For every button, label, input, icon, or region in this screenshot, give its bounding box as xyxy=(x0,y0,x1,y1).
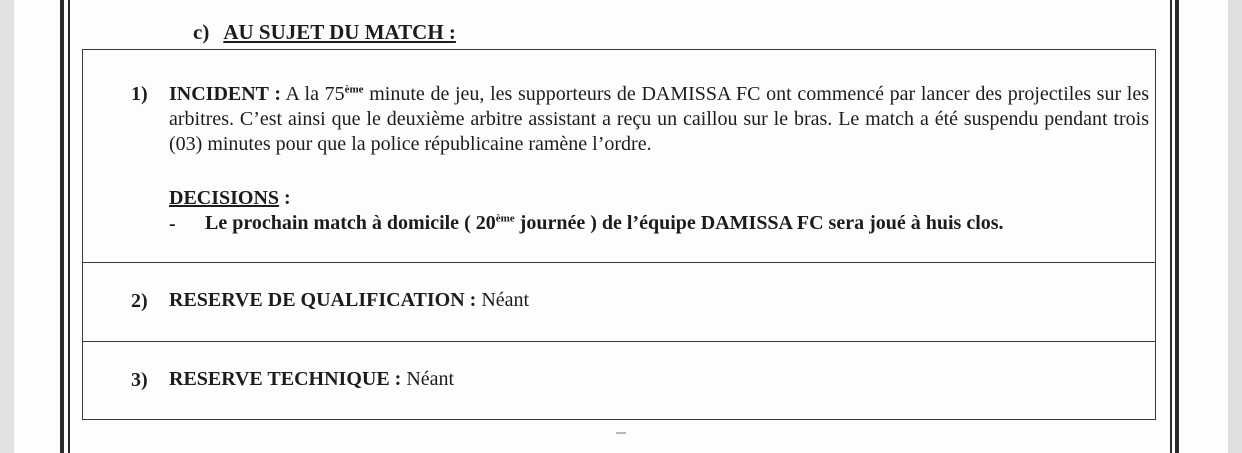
incident-label: INCIDENT : xyxy=(169,83,281,105)
item-number: 1) xyxy=(131,83,148,105)
frame-border-left-outer xyxy=(60,0,64,453)
technical-box xyxy=(82,341,1156,420)
superscript-eme: ème xyxy=(495,212,515,225)
incident-text-rest: minute de jeu, les supporteurs de DAMISSA FC ont commencé par lancer des projectiles sur les arbitres. C’est ainsi que le deuxième arbitre assistant a reçu un caillou sur le bras. Le match a été suspendu pendant trois (03) minutes pour que la police républicaine ramène l’ordre. xyxy=(169,83,1149,155)
item-number: 3) xyxy=(131,369,148,391)
incident-box xyxy=(82,49,1156,263)
decision-text xyxy=(205,212,1004,235)
page-edge-left xyxy=(0,0,14,453)
decision-text-rest: journée ) de l’équipe DAMISSA FC sera joué à huis clos. xyxy=(514,212,1004,234)
qualification-box xyxy=(82,262,1156,342)
decisions-label: DECISIONS xyxy=(169,187,280,209)
item-number: 2) xyxy=(131,290,148,312)
technical-value: Néant xyxy=(401,368,455,390)
incident-paragraph xyxy=(169,82,1149,157)
frame-border-right-outer xyxy=(1175,0,1179,453)
section-letter: c) xyxy=(193,20,210,44)
section-heading: AU SUJET DU MATCH : xyxy=(223,20,456,44)
scan-mark xyxy=(616,432,626,434)
technical-label: RESERVE TECHNIQUE : xyxy=(169,368,402,390)
frame-border-right-inner xyxy=(1170,0,1172,453)
qualification-value: Néant xyxy=(476,289,530,311)
decisions-colon: : xyxy=(279,187,291,209)
decisions-heading xyxy=(169,187,291,210)
decision-text-start: Le prochain match à domicile ( 20 xyxy=(205,212,496,234)
incident-text-start: A la 75 xyxy=(285,83,345,105)
frame-border-left-inner xyxy=(68,0,70,453)
list-dash: - xyxy=(169,213,176,235)
superscript-eme: ème xyxy=(344,83,364,96)
qualification-line xyxy=(169,289,529,312)
page-edge-right xyxy=(1228,0,1242,453)
qualification-label: RESERVE DE QUALIFICATION : xyxy=(169,289,477,311)
section-title xyxy=(193,20,456,45)
technical-line xyxy=(169,368,454,391)
